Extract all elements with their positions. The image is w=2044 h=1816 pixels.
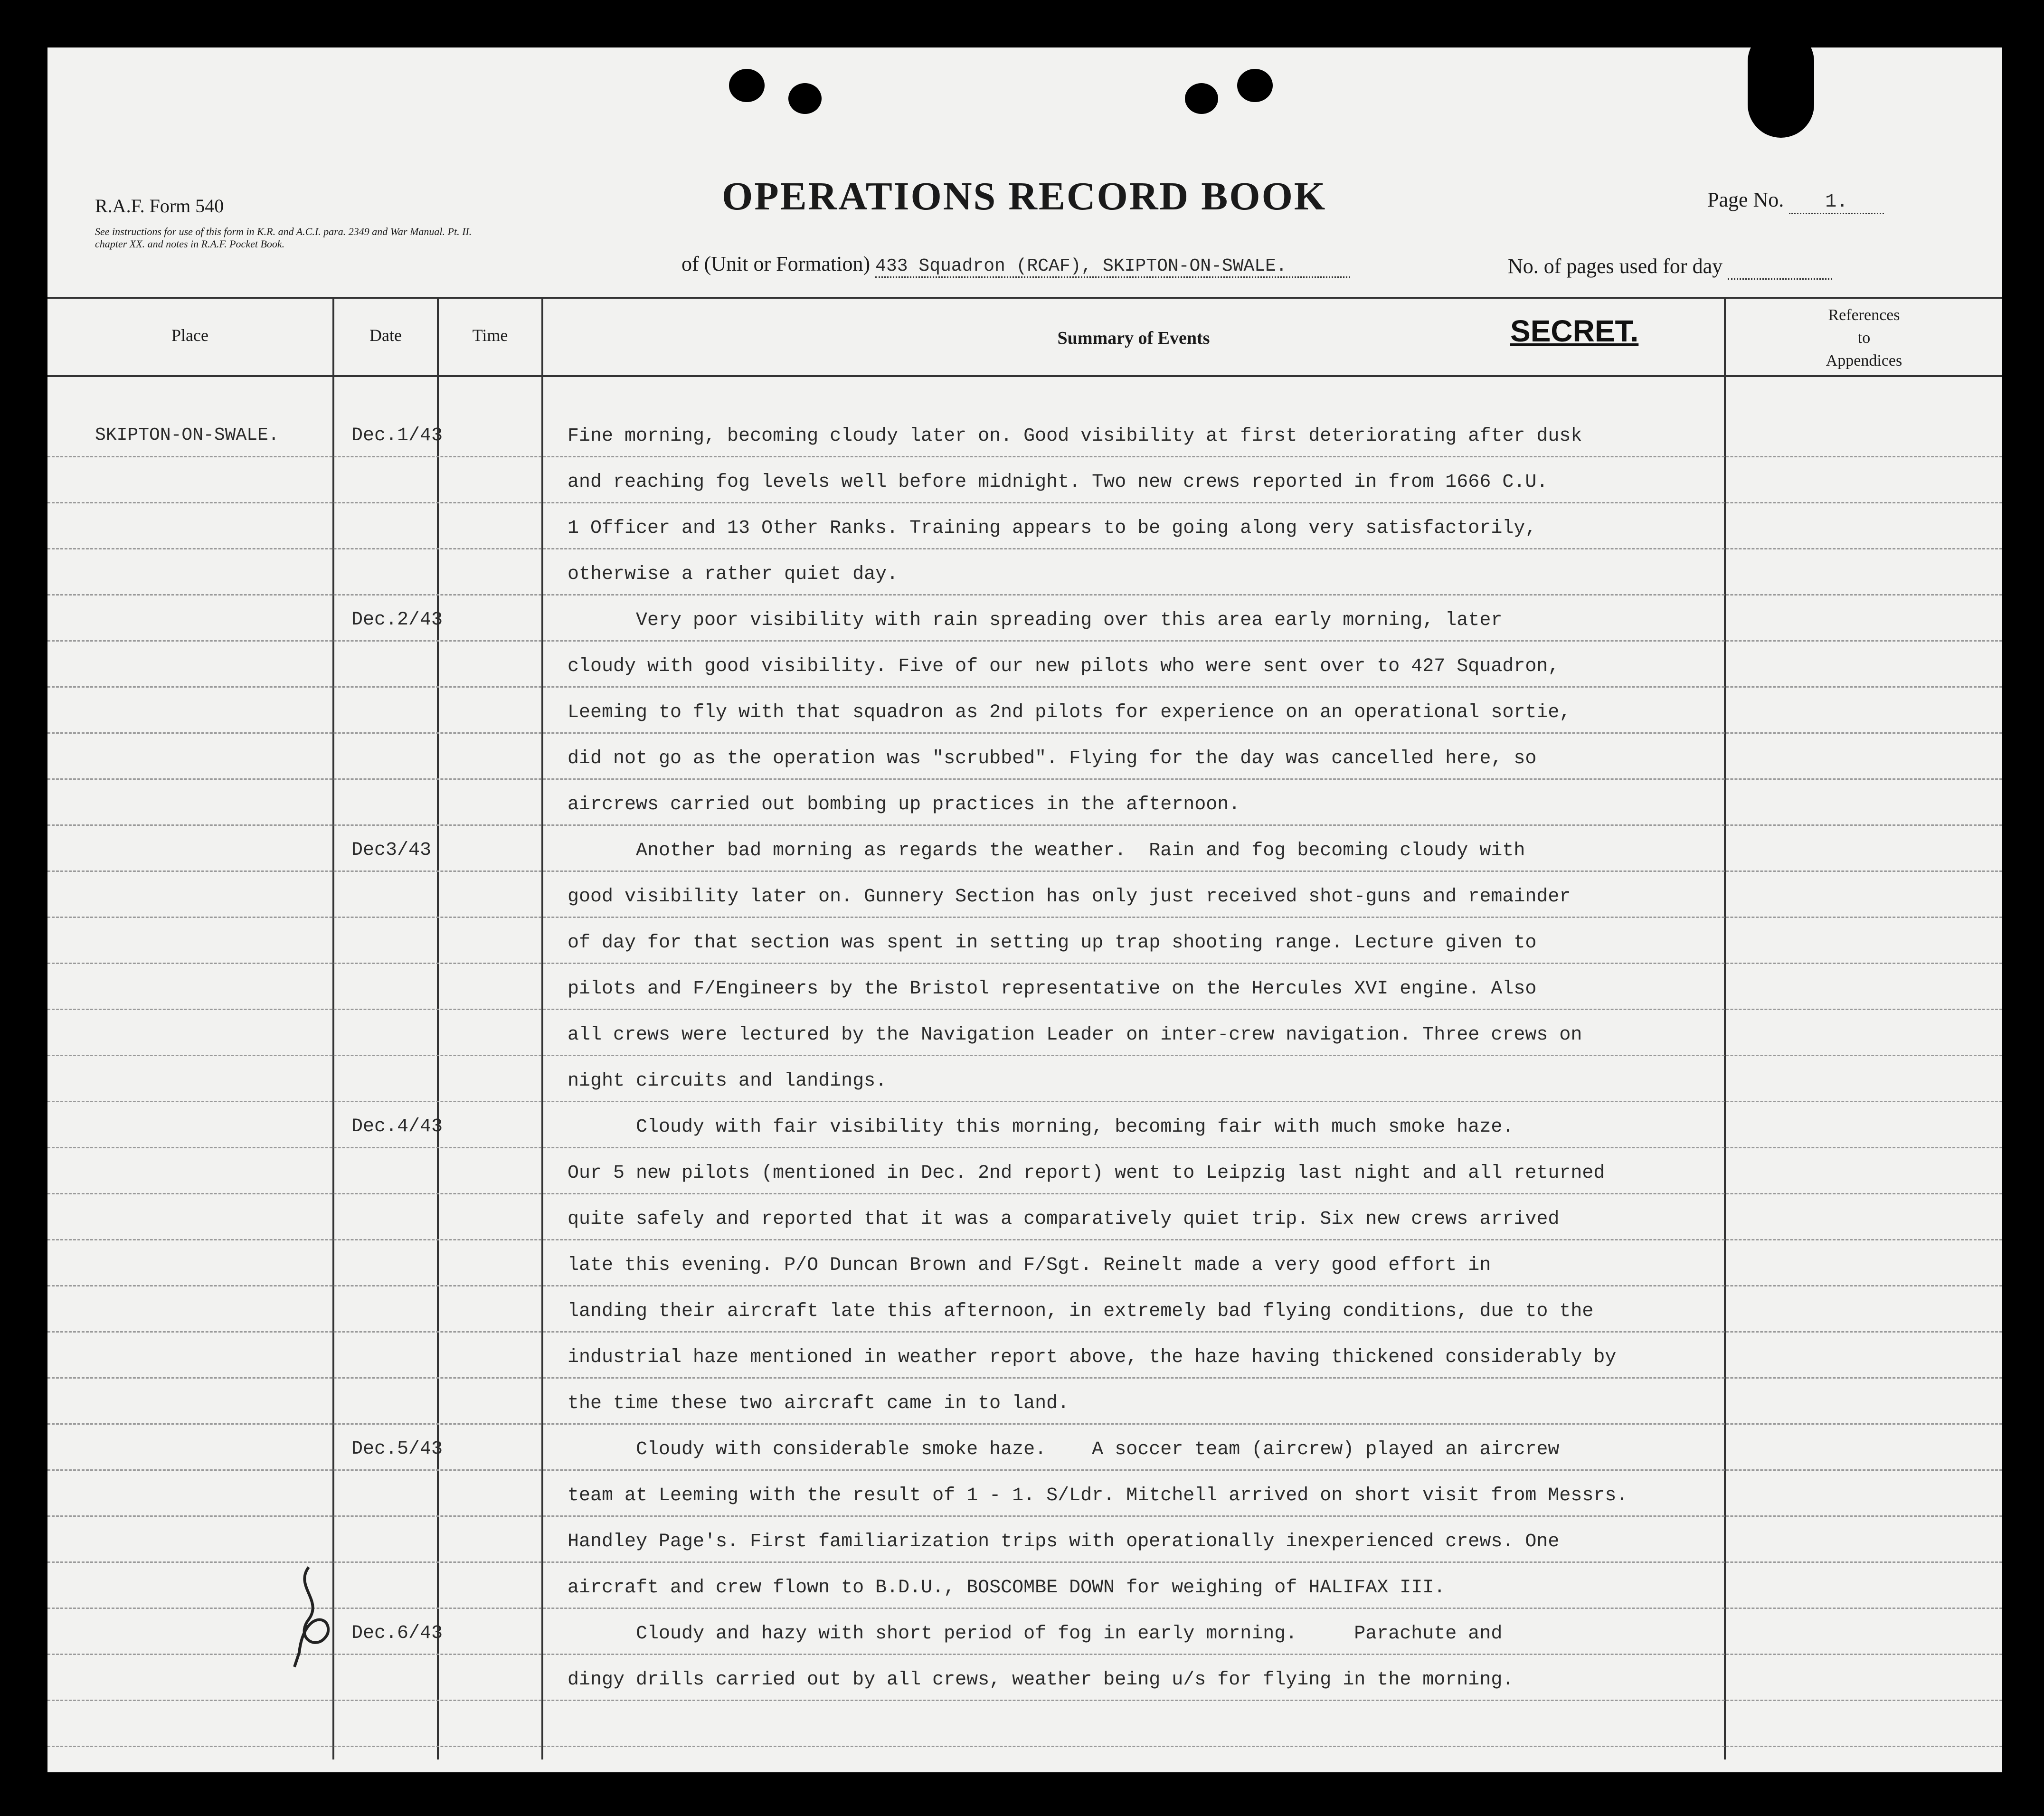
summary-line: of day for that section was spent in setting up trap shooting range. Lecture given to <box>568 932 1537 954</box>
page-title: OPERATIONS RECORD BOOK <box>722 174 1327 218</box>
column-header-references <box>1726 304 2002 372</box>
form-instructions: See instructions for use of this form in K.R. and A.C.I. para. 2349 and War Manual. Pt. II. chapter XX. and notes in R.A.F. Pocket Book. <box>95 226 472 250</box>
summary-line: late this evening. P/O Duncan Brown and F/Sgt. Reinelt made a very good effort in <box>568 1255 1491 1276</box>
entry-summary <box>568 597 1698 828</box>
summary-line: Very poor visibility with rain spreading over this area early morning, later <box>568 610 1503 631</box>
punch-hole <box>1748 47 1814 138</box>
summary-line: quite safely and reported that it was a comparatively quiet trip. Six new crews arrived <box>568 1209 1560 1230</box>
column-divider <box>541 297 543 1759</box>
summary-line: Our 5 new pilots (mentioned in Dec. 2nd report) went to Leipzig last night and all returned <box>568 1163 1605 1184</box>
entry-date: Dec.6/43 <box>351 1623 443 1644</box>
unit-label: of (Unit or Formation) <box>681 252 871 275</box>
entry-summary <box>568 1611 1698 1703</box>
entry-summary <box>568 413 1698 597</box>
column-header-place: Place <box>171 326 208 345</box>
summary-line: Leeming to fly with that squadron as 2nd pilots for experience on an operational sortie, <box>568 702 1571 723</box>
summary-line: did not go as the operation was "scrubbed". Flying for the day was cancelled here, so <box>568 748 1537 769</box>
pages-used-value <box>1728 254 1832 280</box>
summary-line: and reaching fog levels well before midnight. Two new crews reported in from 1666 C.U. <box>568 472 1548 493</box>
column-divider <box>1724 297 1726 1759</box>
summary-line: dingy drills carried out by all crews, weather being u/s for flying in the morning. <box>568 1669 1514 1691</box>
page-number-value: 1. <box>1789 191 1884 214</box>
references-line-3: Appendices <box>1826 352 1902 369</box>
form-number: R.A.F. Form 540 <box>95 195 224 217</box>
pages-used <box>1508 254 1832 280</box>
summary-line: Cloudy and hazy with short period of fog in early morning. Parachute and <box>568 1623 1503 1645</box>
page-number-label: Page No. <box>1707 188 1784 211</box>
summary-line: Cloudy with fair visibility this morning, becoming fair with much smoke haze. <box>568 1116 1514 1138</box>
column-divider <box>437 297 439 1759</box>
summary-line: cloudy with good visibility. Five of our new pilots who were sent over to 427 Squadron, <box>568 656 1560 677</box>
summary-line: the time these two aircraft came in to land. <box>568 1393 1069 1414</box>
pages-used-label: No. of pages used for day <box>1508 255 1723 278</box>
summary-line: aircrews carried out bombing up practices in the afternoon. <box>568 794 1240 815</box>
entry-summary <box>568 828 1698 1104</box>
header-bottom-border <box>47 375 2002 377</box>
summary-line: Another bad morning as regards the weather. Rain and fog becoming cloudy with <box>568 840 1525 861</box>
summary-line: Fine morning, becoming cloudy later on. Good visibility at first deteriorating after dusk <box>568 426 1582 447</box>
form-sheet <box>47 47 2002 1772</box>
punch-hole <box>1237 69 1273 102</box>
entry-summary <box>568 1104 1698 1427</box>
entry-date: Dec.5/43 <box>351 1438 443 1460</box>
entry-summary <box>568 1427 1698 1611</box>
ruled-line <box>47 1746 2002 1747</box>
entry-date: Dec.4/43 <box>351 1116 443 1137</box>
summary-line: good visibility later on. Gunnery Section has only just received shot-guns and remainder <box>568 886 1571 908</box>
column-header-summary: Summary of Events <box>1057 328 1210 348</box>
references-line-1: References <box>1828 306 1900 324</box>
summary-line: pilots and F/Engineers by the Bristol representative on the Hercules XVI engine. Also <box>568 978 1537 1000</box>
unit-value: 433 Squadron (RCAF), SKIPTON-ON-SWALE. <box>875 256 1350 278</box>
handwritten-initial-mark <box>275 1558 351 1672</box>
summary-line: 1 Officer and 13 Other Ranks. Training appears to be going along very satisfactorily, <box>568 518 1537 539</box>
summary-line: Cloudy with considerable smoke haze. A soccer team (aircrew) played an aircrew <box>568 1439 1560 1460</box>
summary-line: team at Leeming with the result of 1 - 1. S/Ldr. Mitchell arrived on short visit from Messrs. <box>568 1485 1628 1506</box>
classification-stamp: SECRET. <box>1510 314 1639 348</box>
column-divider <box>332 297 334 1759</box>
summary-line: industrial haze mentioned in weather report above, the haze having thickened considerably by <box>568 1347 1617 1368</box>
punch-hole <box>729 69 765 102</box>
entry-date: Dec.2/43 <box>351 609 443 631</box>
summary-line: otherwise a rather quiet day. <box>568 564 899 585</box>
unit-line <box>681 252 1350 278</box>
summary-line: aircraft and crew flown to B.D.U., BOSCOMBE DOWN for weighing of HALIFAX III. <box>568 1577 1446 1598</box>
punch-hole <box>1185 83 1218 114</box>
entry-date: Dec3/43 <box>351 840 432 861</box>
entry-date: Dec.1/43 <box>351 425 443 446</box>
punch-hole <box>788 83 822 114</box>
place-entry: SKIPTON-ON-SWALE. <box>95 425 279 445</box>
table-top-border <box>47 297 2002 299</box>
summary-line: night circuits and landings. <box>568 1070 887 1092</box>
summary-line: Handley Page's. First familiarization trips with operationally inexperienced crews. One <box>568 1531 1560 1552</box>
summary-line: all crews were lectured by the Navigation Leader on inter-crew navigation. Three crews on <box>568 1024 1582 1046</box>
references-line-2: to <box>1857 329 1871 347</box>
column-header-time: Time <box>472 326 508 345</box>
summary-line: landing their aircraft late this afternoon, in extremely bad flying conditions, due to the <box>568 1301 1594 1322</box>
page-number <box>1707 188 1884 214</box>
column-header-date: Date <box>369 326 402 345</box>
